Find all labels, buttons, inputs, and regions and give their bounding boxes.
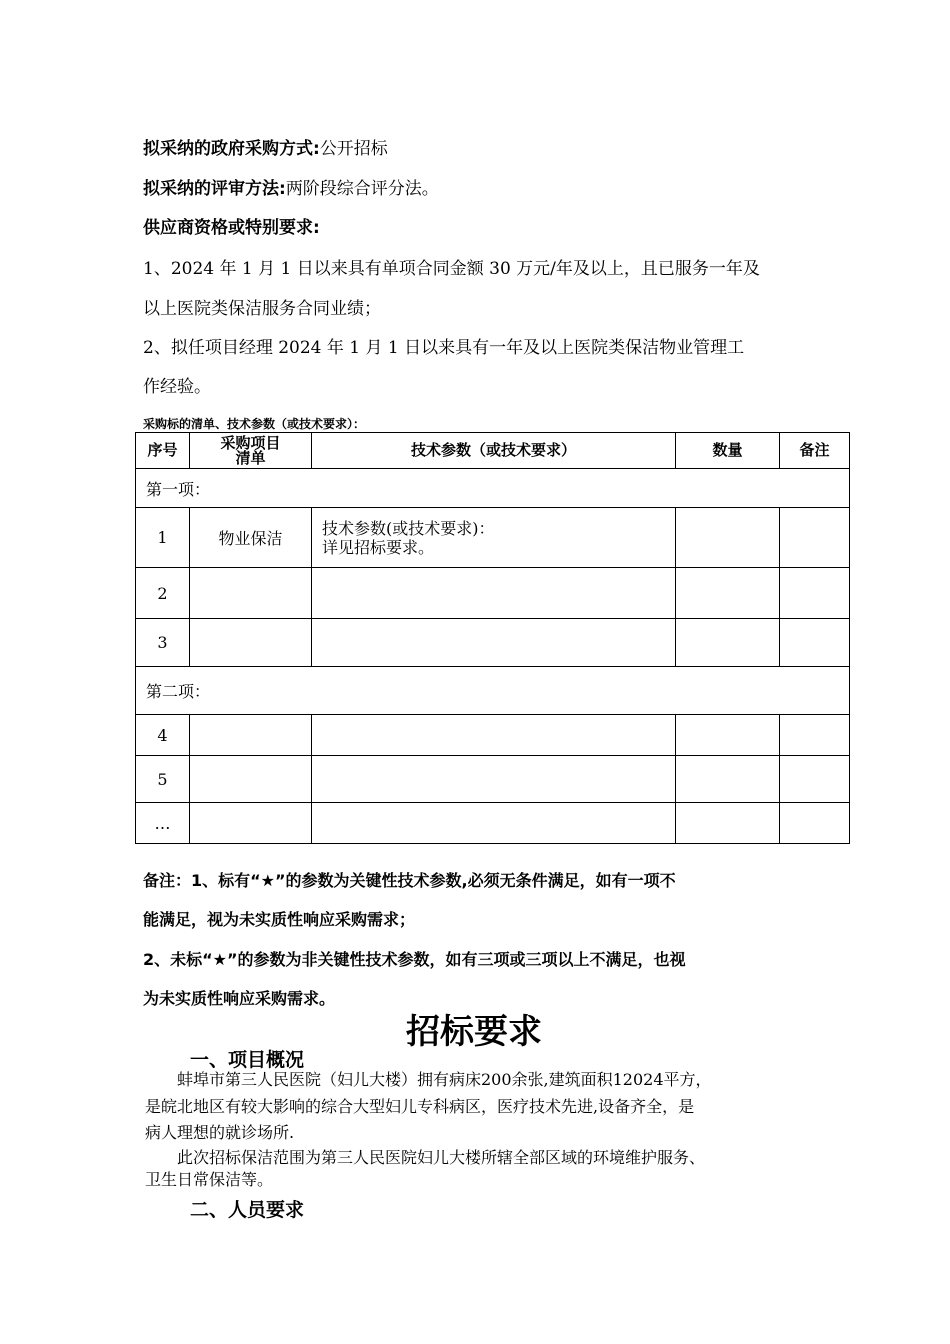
para-2-line-1: 此次招标保洁范围为第三人民医院妇儿大楼所辖全部区域的环境维护服务、: [177, 1148, 706, 1167]
header-remark: 备注: [780, 433, 850, 469]
procurement-method-line: [143, 134, 388, 159]
note-line-4: 为未实质性响应采购需求。: [143, 989, 336, 1008]
row-no: 2: [136, 568, 190, 619]
row-tech-line-1: 技术参数(或技术要求)：: [322, 518, 495, 538]
table-row: [136, 508, 850, 568]
row-qty: [676, 715, 780, 756]
row-tech: [312, 568, 676, 619]
header-no: 序号: [136, 433, 190, 469]
table-row: [136, 619, 850, 667]
row-item: [190, 568, 312, 619]
row-no: 3: [136, 619, 190, 667]
row-item: [190, 803, 312, 844]
requirement-2-line-1: 2、拟任项目经理 2024 年 1 月 1 日以来具有一年及以上医院类保洁物业管理工: [143, 338, 745, 358]
row-no: 5: [136, 756, 190, 803]
group-2-label: 第二项：: [136, 667, 850, 715]
group-row-1: [136, 469, 850, 508]
note-line-3: 2、未标“★”的参数为非关键性技术参数，如有三项或三项以上不满足，也视: [143, 950, 686, 969]
row-qty: [676, 508, 780, 568]
qualification-heading: 供应商资格或特别要求:: [143, 218, 320, 238]
row-tech: [312, 803, 676, 844]
procurement-method-label: 拟采纳的政府采购方式:: [143, 139, 320, 159]
table-header-row: [136, 433, 850, 469]
row-tech: [312, 715, 676, 756]
table-row: [136, 803, 850, 844]
row-item: [190, 756, 312, 803]
row-qty: [676, 756, 780, 803]
para-1-line-2: 是皖北地区有较大影响的综合大型妇儿专科病区，医疗技术先进,设备齐全，是: [145, 1097, 695, 1116]
bidding-title: 招标要求: [406, 1012, 542, 1052]
row-qty: [676, 619, 780, 667]
row-remark: [780, 508, 850, 568]
header-tech: 技术参数（或技术要求）: [312, 433, 676, 469]
row-qty: [676, 803, 780, 844]
note-line-2: 能满足，视为未实质性响应采购需求；: [143, 910, 416, 929]
row-no: …: [136, 803, 190, 844]
group-row-2: [136, 667, 850, 715]
table-row: [136, 756, 850, 803]
header-item-line-1: 采购项目: [220, 433, 281, 452]
row-item: [190, 715, 312, 756]
header-qty: 数量: [676, 433, 780, 469]
procurement-method-value: 公开招标: [319, 139, 388, 159]
review-method-line: [143, 174, 439, 199]
table-row: [136, 568, 850, 619]
para-2-line-2: 卫生日常保洁等。: [145, 1170, 274, 1189]
row-qty: [676, 568, 780, 619]
group-1-label: 第一项：: [136, 469, 850, 508]
requirement-2-line-2: 作经验。: [143, 377, 211, 397]
row-no: 4: [136, 715, 190, 756]
section-1-heading: 一、项目概况: [190, 1049, 305, 1071]
row-tech: [312, 756, 676, 803]
header-item-line-2: 清单: [235, 448, 266, 467]
row-item: [190, 619, 312, 667]
row-tech-line-2: 详见招标要求。: [322, 537, 435, 557]
review-method-label: 拟采纳的评审方法:: [143, 179, 286, 199]
row-remark: [780, 756, 850, 803]
row-remark: [780, 715, 850, 756]
table-caption: 采购标的清单、技术参数（或技术要求）：: [143, 417, 366, 431]
requirement-1-line-2: 以上医院类保洁服务合同业绩；: [143, 299, 381, 319]
row-item: 物业保洁: [190, 508, 312, 568]
row-remark: [780, 619, 850, 667]
para-1-line-3: 病人理想的就诊场所.: [145, 1123, 295, 1142]
header-item: [190, 433, 312, 469]
para-1-line-1: 蚌埠市第三人民医院（妇儿大楼）拥有病床200余张,建筑面积12024平方，: [177, 1070, 712, 1089]
row-remark: [780, 568, 850, 619]
section-2-heading: 二、人员要求: [190, 1199, 305, 1221]
row-remark: [780, 803, 850, 844]
row-tech: [312, 508, 676, 568]
procurement-spec-table: [135, 432, 850, 844]
row-no: 1: [136, 508, 190, 568]
review-method-value: 两阶段综合评分法。: [285, 179, 439, 199]
note-line-1: 备注：1、标有“★”的参数为关键性技术参数,必须无条件满足，如有一项不: [143, 871, 676, 890]
table-row: [136, 715, 850, 756]
requirement-1-line-1: 1、2024 年 1 月 1 日以来具有单项合同金额 30 万元/年及以上，且已服务一年及: [143, 259, 760, 279]
row-tech: [312, 619, 676, 667]
